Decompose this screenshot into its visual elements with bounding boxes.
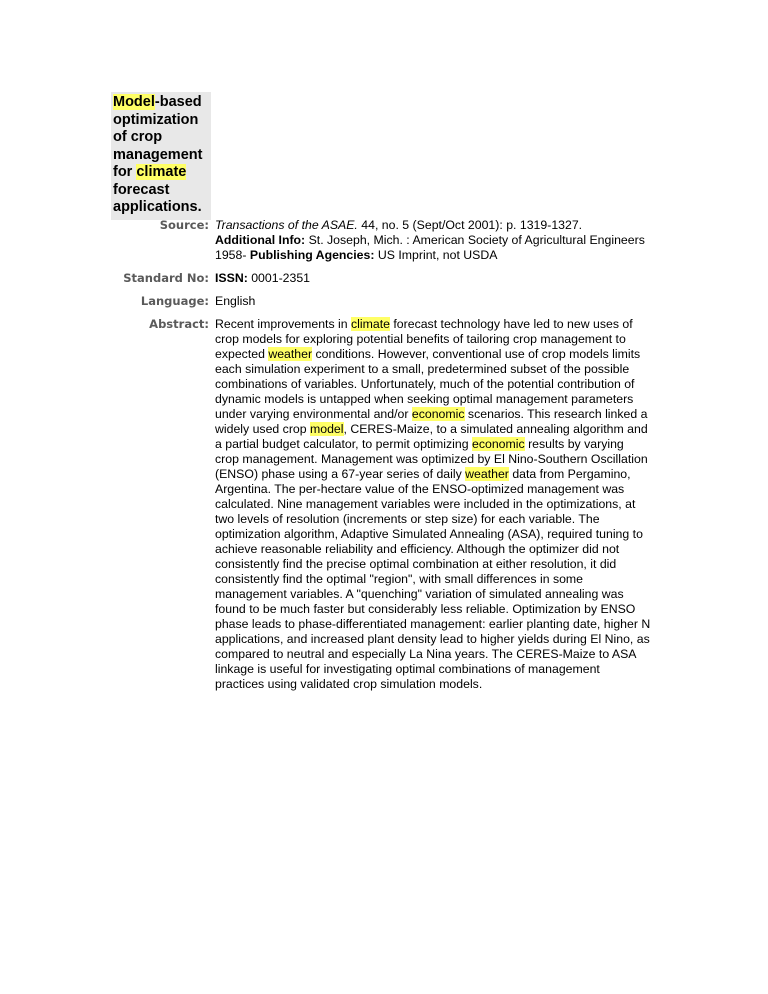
title-segment: Model xyxy=(113,94,155,110)
language-row xyxy=(111,294,651,317)
abstract-segment: economic xyxy=(411,407,465,421)
language-label: Language: xyxy=(140,294,209,308)
abstract-segment: scenarios. This research linked a widely used crop xyxy=(215,407,648,436)
source-value xyxy=(215,218,651,271)
abstract-segment: model xyxy=(310,422,344,436)
abstract-label: Abstract: xyxy=(149,317,209,331)
publishing-agencies-label: Publishing Agencies: xyxy=(249,248,375,262)
abstract-segment: conditions. However, conventional use of crop models limits each simulation experiment to a small, predetermined subset of the possible combinations of variables. Unfortunately, much of the potential contribution of dynamic models is untapped when seeking optimal management parameters under varying environmental and/or xyxy=(215,347,641,421)
standard-no-value xyxy=(215,271,651,294)
abstract-segment: weather xyxy=(268,347,313,361)
abstract-text xyxy=(215,317,651,692)
abstract-segment: economic xyxy=(472,437,525,451)
source-journal: Transactions of the ASAE. xyxy=(215,218,358,232)
issn-value: 0001-2351 xyxy=(247,271,311,285)
abstract-segment: results by varying crop management. Management was optimized by El Nino-Southern Oscillation (ENSO) phase using a 67-year series of daily xyxy=(215,437,648,481)
source-citation: 44, no. 5 (Sept/Oct 2001): p. 1319-1327. xyxy=(357,218,583,232)
additional-info-label: Additional Info: xyxy=(215,233,306,247)
abstract-segment: , CERES-Maize, to a simulated annealing algorithm and a partial budget calculator, to permit optimizing xyxy=(215,422,648,451)
source-label: Source: xyxy=(159,218,209,232)
source-row xyxy=(111,218,651,271)
language-value: English xyxy=(215,294,256,308)
abstract-segment: Recent improvements in xyxy=(215,317,352,331)
additional-info-value: St. Joseph, Mich. : American Society of Agricultural Engineers 1958- xyxy=(215,233,645,262)
abstract-segment: forecast technology have led to new uses of crop models for exploring potential benefits of tailoring crop management to expected xyxy=(215,317,633,361)
title-segment: climate xyxy=(136,164,187,180)
abstract-segment: data from Pergamino, Argentina. The per-hectare value of the ENSO-optimized management was calculated. Nine management variables were included in the optimizations, at two levels of resolution (increments or step size) for each variable. The optimization algorithm, Adaptive Simulated Annealing (ASA), required tuning to achieve reasonable reliability and efficiency. Although the optimizer did not consistently find the precise optimal combination at either resolution, it did consistently find the optimal "region", with small differences in some management variables. A "quenching" variation of simulated annealing was found to be much faster but considerably less reliable. Optimization by ENSO phase leads to phase-differentiated management: earlier planting date, higher N applications, and increased plant density lead to higher yields during El Nino, as compared to neutral and especially La Nina years. The CERES-Maize to ASA linkage is useful for investigating optimal combinations of management practices using validated crop simulation models. xyxy=(215,467,651,691)
record-fields xyxy=(111,218,651,692)
abstract-segment: weather xyxy=(465,467,509,481)
abstract-segment: climate xyxy=(351,317,390,331)
standard-no-label: Standard No: xyxy=(123,271,209,285)
issn-label: ISSN: xyxy=(215,271,248,285)
publishing-agencies-value: US Imprint, not USDA xyxy=(374,248,498,262)
title-segment: -based optimization of crop management for xyxy=(113,94,203,180)
record-title xyxy=(111,92,211,220)
standard-no-row xyxy=(111,271,651,294)
title-segment: forecast applications. xyxy=(113,181,202,215)
abstract-row xyxy=(111,317,651,692)
